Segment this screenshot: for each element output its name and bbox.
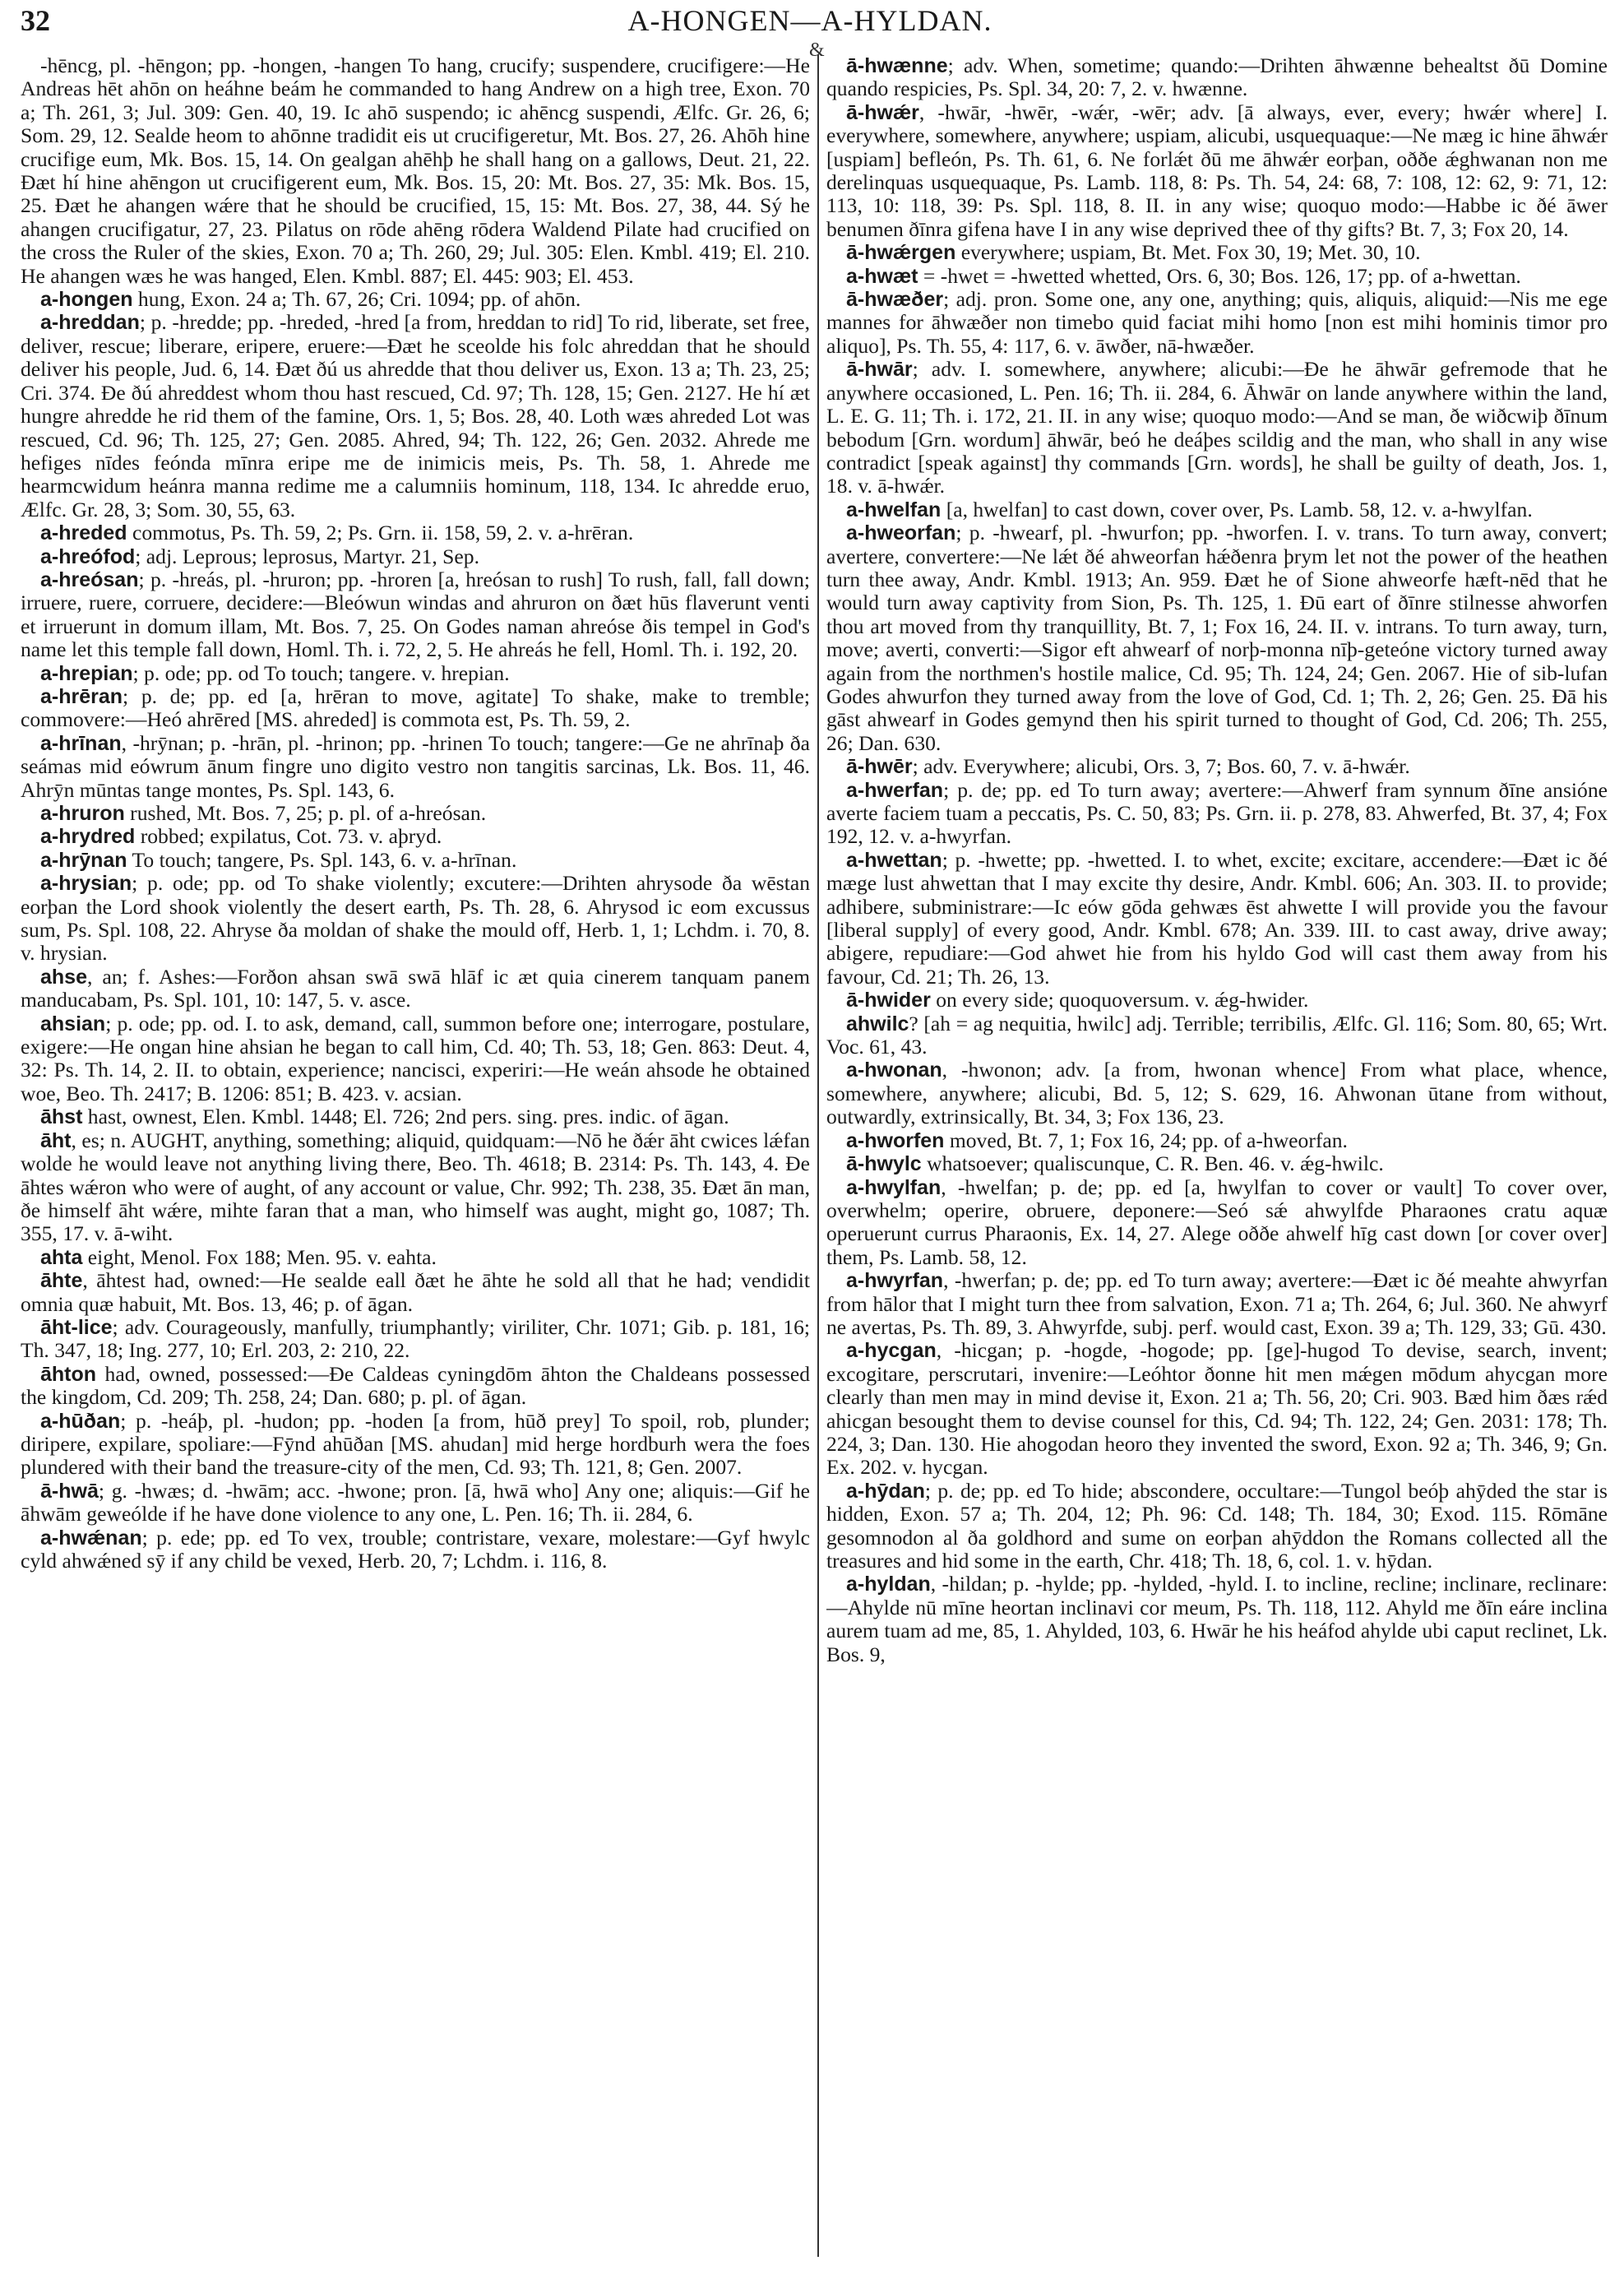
headword: ā-hwǽr: [846, 100, 919, 124]
headword: ā-hwā: [40, 1479, 99, 1503]
entry-text: ; adv. I. somewhere, anywhere; alicubi:—Ðe he āhwār gefremode that he anywhere occasioned, L. Pen. 16; Th. ii. 284, 6. Āhwār on lande anywhere within the land, L. E. G. 11; Th. i. 172, 21. II. in any wise; quoquo modo:—And se man, ðe wiðcwiþ ðīnum bebodum [Grn. wordum] āhwār, beó he deáþes scildig and the man, who shall in any wise contradict [speak against] thy commands [Grn. words], he shall be guilty of death, Jos. 1, 18. v. ā-hwǽr.: [826, 357, 1608, 498]
headword: a-hycgan: [846, 1339, 937, 1363]
headword: ahwilc: [846, 1012, 909, 1035]
dictionary-entry: [21, 1129, 810, 1246]
headword: a-hrydred: [40, 825, 136, 849]
headword: a-hwyrfan: [846, 1269, 944, 1293]
headword: āht-lice: [40, 1315, 113, 1339]
entry-text: To touch; tangere, Ps. Spl. 143, 6. v. a-hrīnan.: [127, 847, 517, 872]
entry-text: ; adv. Courageously, manfully, triumphantly; viriliter, Chr. 1071; Gib. p. 181, 16; Th. 347, 18; Ing. 277, 10; Erl. 203, 2: 210, 22.: [21, 1314, 810, 1363]
dictionary-entry: [826, 989, 1608, 1012]
headword: āhst: [40, 1105, 83, 1129]
headword: ā-hwænne: [846, 54, 948, 77]
entry-text: , -hrȳnan; p. -hrān, pl. -hrinon; pp. -hrinen To touch; tangere:—Ge ne ahrīnaþ ða seámas mid eówrum ānum fingre uno digito vestro non tangitis sarcinas, Lk. Bos. 11, 46. Ahrȳn mūntas tange montes, Ps. Spl. 143, 6.: [21, 730, 810, 802]
entry-text: , -hildan; p. -hylde; pp. -hylded, -hyld. I. to incline, recline; inclinare, reclinare:—Ahylde nū mīne heortan inclinavi cor meum, Ps. Th. 118, 112. Ahyld me ðīn eáre inclina aurem tuam ad me, 85, 1. Ahylded, 103, 6. Hwār he his heáfod ahylde ubi caput reclinet, Lk. Bos. 9,: [826, 1572, 1608, 1666]
entry-text: ? [ah = ag nequitia, hwilc] adj. Terrible; terribilis, Ælfc. Gl. 116; Som. 80, 65; Wrt. Voc. 61, 43.: [826, 1011, 1608, 1059]
entry-text: , āhtest had, owned:—He sealde eall ðæt he āhte he sold all that he had; vendidit omnia quæ habuit, Mt. Bos. 13, 46; p. of āgan.: [21, 1268, 810, 1316]
dictionary-entry: [826, 498, 1608, 521]
dictionary-entry: [21, 1012, 810, 1106]
dictionary-entry: [21, 732, 810, 802]
dictionary-entry: [826, 54, 1608, 101]
dictionary-entry: [826, 288, 1608, 358]
right-column: [826, 54, 1608, 2258]
entry-text: ; p. -hwearf, pl. -hwurfon; pp. -hworfen. I. v. trans. To turn away, convert; avertere, convertere:—Ne lǽt ðé ahweorfan hǽðenra þrym let not the power of the heathen turn thee away, Andr. Kmbl. 1913; An. 959. Ðæt he of Sione ahweorfe hæft-nēd that he would turn away captivity from Sion, Ps. Th. 125, 1. Ðū eart of ðīnre stilnesse ahworfen thou art moved from thy tranquillity, Bt. 7, 1; Fox 16, 24. II. v. intrans. To turn away, turn, move; averti, converti:—Sigor eft ahwearf of norþ-monna nīþ-geteóne victory turned away again from the northmen's hostile malice, Cd. 95; Th. 124, 24; Gen. 2067. Hie of sib-lufan Godes ahwurfon they turned away from the love of God, Cd. 1; Th. 2, 26; Gen. 25. Ðā his gāst ahwearf in Godes gemynd then his spirit turned to thought of God, Cd. 206; Th. 255, 26; Dan. 630.: [826, 521, 1608, 755]
dictionary-entry: [21, 825, 810, 848]
dictionary-entry: [21, 311, 810, 521]
entry-text: , -hwelfan; p. de; pp. ed [a, hwylfan to cover or vault] To cover over, overwhelm; operire, obruere, deponere:—Seó sǽ ahwylfde Pharaones cratu aquæ operuerunt currus Pharaonis, Ex. 14, 27. Alege oððe ahwelf hīg cast down [or cover over] them, Ps. Lamb. 58, 12.: [826, 1174, 1608, 1269]
dictionary-entry: [826, 779, 1608, 849]
dictionary-entry: [21, 662, 810, 685]
dictionary-entry: [826, 521, 1608, 755]
dictionary-entry: [21, 1526, 810, 1573]
ornament-glyph: &: [809, 39, 825, 61]
headword: a-hrēran: [40, 684, 123, 708]
dictionary-entry: [826, 241, 1608, 264]
entry-text: commotus, Ps. Th. 59, 2; Ps. Grn. ii. 158, 59, 2. v. a-hrēran.: [127, 521, 634, 545]
entry-text: moved, Bt. 7, 1; Fox 16, 24; pp. of a-hweorfan.: [944, 1128, 1348, 1152]
dictionary-entry: [21, 545, 810, 568]
entry-text: ; adj. pron. Some one, any one, anything; quis, aliquis, aliquid:—Nis me ege mannes for āhwæðer non timebo quid faciat mihi homo [non est mihi hominis timor pro aliquo], Ps. Th. 55, 4: 117, 6. v. āwðer, nā-hwæðer.: [826, 287, 1608, 358]
headword: a-hrīnan: [40, 731, 122, 755]
entry-text: whatsoever; qualiscunque, C. R. Ben. 46. v. ǽg-hwilc.: [921, 1151, 1384, 1176]
page-header: [21, 3, 1599, 39]
dictionary-entry: [21, 1269, 810, 1316]
headword: ā-hwæðer: [846, 288, 944, 312]
headword: āhton: [40, 1362, 97, 1386]
entry-text: , es; n. AUGHT, anything, something; aliquid, quidquam:—Nō he ðǽr āht cwices lǽfan wolde he would leave not anything living there, Beo. Th. 4618; B. 2314: Ps. Th. 143, 4. Ðe āhtes wǽron who were of aught, of any account or value, Chr. 992; Th. 238, 35. Ðæt ān man, ðe himself āht wǽre, mihte faran that a man, who himself was aught, might go, 1087; Th. 355, 17. v. ā-wiht.: [21, 1128, 810, 1246]
entry-text: = -hwet = -hwetted whetted, Ors. 6, 30; Bos. 126, 17; pp. of a-hwettan.: [918, 263, 1521, 288]
headword: a-hreósan: [40, 568, 139, 591]
dictionary-entry: [826, 101, 1608, 241]
dictionary-entry: [21, 849, 810, 872]
dictionary-entry: [826, 849, 1608, 989]
entry-text: ; adj. Leprous; leprosus, Martyr. 21, Sep.: [135, 544, 479, 568]
entry-text: hung, Exon. 24 a; Th. 67, 26; Cri. 1094; pp. of ahōn.: [132, 287, 581, 312]
headword: ā-hwylc: [846, 1152, 922, 1176]
entry-text: ; adv. Everywhere; alicubi, Ors. 3, 7; Bos. 60, 7. v. ā-hwǽr.: [912, 754, 1410, 779]
headword: ahsian: [40, 1012, 106, 1035]
dictionary-entry: [21, 966, 810, 1012]
entry-text: everywhere; uspiam, Bt. Met. Fox 30, 19; Met. 30, 10.: [955, 240, 1421, 265]
headword: a-hūðan: [40, 1409, 121, 1433]
dictionary-entry: [21, 802, 810, 825]
dictionary-entry: [826, 1059, 1608, 1128]
entry-text: ; p. -hwette; pp. -hwetted. I. to whet, excite; excitare, accendere:—Ðæt ic ðé mæge lust ahwettan that I may excite thy desire, Andr. Kmbl. 606; An. 303. II. to provide; adhibere, subministrare:—Ic eów gōda gehwæs ēst ahwette I will provide you the favour [liberal supply] of every good, Andr. Kmbl. 678; An. 339. III. to cast away, drive away; abigere, repudiare:—God ahwet hie from his hyldo God will cast them away from his favour, Cd. 21; Th. 26, 13.: [826, 847, 1608, 989]
running-head: A-HONGEN—A-HYLDAN.: [627, 4, 992, 37]
dictionary-entry: [21, 288, 810, 311]
entry-text: ; p. de; pp. ed To turn away; avertere:—Ahwerf fram synnum ðīne ansióne averte faciem tuam a peccatis, Ps. C. 50, 83; Ps. Grn. ii. p. 278, 83. Ahwerfed, Bt. 37, 4; Fox 192, 12. v. a-hwyrfan.: [826, 777, 1608, 849]
headword: a-hongen: [40, 288, 133, 312]
headword: a-hruron: [40, 802, 125, 825]
column-divider: [817, 54, 819, 2257]
headword: a-hȳdan: [846, 1479, 925, 1503]
headword: ahse: [40, 965, 87, 989]
dictionary-entry: [21, 1363, 810, 1410]
entry-text: ; p. -heáþ, pl. -hudon; pp. -hoden [a from, hūð prey] To spoil, rob, plunder; diripere, expilare, spoliare:—Fȳnd ahūðan [MS. ahudan] mid herge hordburh wera the foes plundered with their band the treasure-city of the men, Cd. 93; Th. 121, 8; Gen. 2007.: [21, 1408, 810, 1480]
entry-text: , -hicgan; p. -hogde, -hogode; pp. [ge]-hugod To devise, search, invent; excogitare, perscrutari, invenire:—Leóhtor ðonne hit men mǽgen mōdum ahycgan more clearly than men may in mind devise it, Exon. 21 a; Th. 56, 20; Cri. 903. Bæd him ðæs rǽd ahicgan besought them to devise counsel for this, Cd. 94; Th. 122, 24; Gen. 2031: 178; Th. 224, 3; Dan. 130. Hie ahogodan heoro they invented the sword, Exon. 92 a; Th. 346, 9; Gn. Ex. 202. v. hycgan.: [826, 1338, 1608, 1480]
headword: a-hreófod: [40, 544, 136, 568]
dictionary-entry: [826, 1176, 1608, 1270]
entry-text: rushed, Mt. Bos. 7, 25; p. pl. of a-hreósan.: [124, 801, 487, 825]
headword: a-hwylfan: [846, 1175, 942, 1199]
entry-text: ; p. de; pp. ed To hide; abscondere, occultare:—Tungol beóþ ahȳded the star is hidden, Exon. 57 a; Th. 204, 12; Ph. 96: Cd. 148; Th. 184, 30; Exod. 115. Rōmāne gesomnodon al ða goldhord and sume on eorþan ahȳddon the Romans collected all the treasures and hid some in the earth, Chr. 418; Th. 18, 6, col. 1. v. hȳdan.: [826, 1478, 1608, 1573]
headword: a-hwerfan: [846, 778, 944, 802]
headword: āht: [40, 1128, 72, 1152]
headword: a-hwettan: [846, 848, 942, 872]
headword: a-hwǽnan: [40, 1526, 142, 1550]
entry-text: on every side; quoquoversum. v. ǽg-hwider.: [930, 988, 1309, 1012]
dictionary-entry: [21, 54, 810, 288]
entry-text: ; p. -hreás, pl. -hruron; pp. -hroren [a, hreósan to rush] To rush, fall, fall down; irruere, ruere, corruere, decidere:—Bleówun windas and ahruron on ðæt hūs flaverunt venti et irruerunt in domum illam, Mt. Bos. 7, 25. On Godes naman ahreóse ðis tempel in God's name let this temple fall down, Homl. Th. i. 72, 2, 5. He ahreás he fell, Homl. Th. i. 192, 20.: [21, 567, 810, 662]
dictionary-entry: [826, 1573, 1608, 1666]
headword: a-hweorfan: [846, 521, 956, 545]
dictionary-entry: [21, 872, 810, 966]
dictionary-entry: [21, 1316, 810, 1363]
entry-text: had, owned, possessed:—Ðe Caldeas cyningdōm āhton the Chaldeans possessed the kingdom, Cd. 209; Th. 258, 24; Dan. 680; p. pl. of āgan.: [21, 1361, 810, 1410]
entry-text: ; adv. When, sometime; quando:—Drihten āhwænne behealtst ðū Domine quando respicies, Ps. Spl. 34, 20: 7, 2. v. hwænne.: [826, 54, 1608, 101]
entry-text: , -hwār, -hwēr, -wǽr, -wēr; adv. [ā always, ever, every; hwǽr where] I. everywhere, somewhere, anywhere; uspiam, alicubi, usquequaque:—Ne mæg ic hine āhwǽr [uspiam] befleón, Ps. Th. 61, 6. Ne forlǽt ðū me āhwǽr eorþan, oððe ǽghwanan non me derelinquas usquequaque, Ps. Lamb. 118, 8: Ps. Th. 54, 24: 68, 7: 108, 12: 62, 9: 71, 12: 113, 10: 118, 39: Ps. Spl. 118, 8. II. in any wise; quoquo modo:—Habbe ic ðé āwer benumen ðīnra gifena have I in any wise deprived thee of thy gifts? Bt. 7, 3; Fox 20, 14.: [826, 100, 1608, 241]
dictionary-entry: [826, 1339, 1608, 1479]
dictionary-entry: [21, 521, 810, 544]
dictionary-entry: [21, 1480, 810, 1526]
entry-text: [a, hwelfan] to cast down, cover over, Ps. Lamb. 58, 12. v. a-hwylfan.: [941, 497, 1533, 521]
headword: a-hrȳnan: [40, 848, 127, 872]
dictionary-entry: [21, 685, 810, 732]
headword: ā-hwār: [846, 358, 913, 382]
dictionary-entry: [826, 265, 1608, 288]
entry-text: , -hwerfan; p. de; pp. ed To turn away; avertere:—Ðæt ic ðé meahte ahwyrfan from hālor that I might turn thee from salvation, Exon. 71 a; Th. 264, 6; Jul. 360. Ne ahwyrf ne avertas, Ps. Th. 89, 3. Ahwyrfde, subj. perf. would cast, Exon. 39 a; Th. 129, 33; Gū. 430.: [826, 1268, 1608, 1339]
page-number: 32: [21, 4, 50, 37]
dictionary-entry: [21, 1105, 810, 1128]
dictionary-entry: [21, 568, 810, 662]
headword: a-hworfen: [846, 1128, 945, 1152]
dictionary-entry: [826, 358, 1608, 498]
entry-text: , an; f. Ashes:—Forðon ahsan swā swā hlāf ic æt quia cinerem tanquam panem manducabam, Ps. Spl. 101, 10: 147, 5. v. asce.: [21, 964, 810, 1012]
left-column: [21, 54, 810, 2258]
headword: a-hwonan: [846, 1059, 942, 1082]
headword: a-hyldan: [846, 1573, 931, 1596]
dictionary-entry: [826, 1152, 1608, 1175]
headword: ā-hwēr: [846, 755, 913, 779]
dictionary-entry: [826, 1129, 1608, 1152]
headword: ā-hwider: [846, 989, 931, 1012]
entry-text: ; p. ode; pp. od. I. to ask, demand, call, summon before one; interrogare, postulare, exigere:—He ongan hine ahsian he began to call him, Cd. 40; Th. 53, 18; Gen. 863: Deut. 4, 32: Ps. Th. 14, 2. II. to obtain, experience; nancisci, experiri:—He weán ahsode he obtained woe, Beo. Th. 2417; B. 1206: 851; B. 423. v. acsian.: [21, 1011, 810, 1105]
headword: a-hwæt: [846, 264, 918, 288]
dictionary-entry: [21, 1246, 810, 1269]
headword: a-hwelfan: [846, 498, 942, 521]
entry-text: , -hwonon; adv. [a from, hwonan whence] From what place, whence, somewhere, anywhere; alicubi, Bd. 5, 12; S. 629, 16. Ahwonan ūtane from without, outwardly, extrinsically, Bt. 34, 3; Fox 136, 23.: [826, 1058, 1608, 1129]
entry-text: ; p. ede; pp. ed To vex, trouble; contristare, vexare, molestare:—Gyf hwylc cyld ahwǽned sȳ if any child be vexed, Herb. 20, 7; Lchdm. i. 116, 8.: [21, 1525, 810, 1573]
entry-text: ; g. -hwæs; d. -hwām; acc. -hwone; pron. [ā, hwā who] Any one; aliquis:—Gif he āhwām geweólde if he have done violence to any one, L. Pen. 16; Th. ii. 284, 6.: [21, 1478, 810, 1526]
dictionary-entry: [21, 1410, 810, 1480]
entry-text: robbed; expilatus, Cot. 73. v. aþryd.: [135, 824, 442, 849]
headword: a-hrepian: [40, 661, 133, 685]
headword: a-hrysian: [40, 872, 132, 896]
headword: ahta: [40, 1245, 83, 1269]
entry-text: ; p. ode; pp. od To touch; tangere. v. hrepian.: [132, 660, 510, 685]
entry-text: -hēncg, pl. -hēngon; pp. -hongen, -hangen To hang, crucify; suspendere, crucifigere:—He Andreas hēt ahōn on heáhne beám he commanded to hang Andrew on a high tree, Exon. 70 a; Th. 261, 3; Jul. 309: Gen. 40, 19. Ic ahō suspendo; ic ahēncg suspendi, Ælfc. Gr. 26, 6; Som. 29, 12. Sealde heom to ahōnne tradidit eis ut crucifigeretur, Mt. Bos. 27, 26. Ahōh hine crucifige eum, Mk. Bos. 15, 14. On gealgan ahēhþ he shall hang on a gallows, Deut. 21, 22. Ðæt hí hine ahēngon ut crucifigerent eum, Mk. Bos. 15, 20: Mt. Bos. 27, 35: Mk. Bos. 15, 25. Ðæt he ahangen wǽre that he should be crucified, 15, 15: Mt. Bos. 27, 38, 44. Sý he ahangen crucifigatur, 27, 23. Pilatus on rōde ahēng rōdera Waldend Pilate had crucified on the cross the Ruler of the skies, Exon. 70 a; Th. 260, 29; Jul. 305: Elen. Kmbl. 419; El. 210. He ahangen wæs he was hanged, Elen. Kmbl. 887; El. 445: 903; El. 453.: [21, 54, 810, 288]
entry-text: hast, ownest, Elen. Kmbl. 1448; El. 726; 2nd pers. sing. pres. indic. of āgan.: [82, 1105, 729, 1129]
entry-text: eight, Menol. Fox 188; Men. 95. v. eahta.: [82, 1244, 437, 1269]
entry-text: ; p. ode; pp. od To shake violently; excutere:—Drihten ahrysode ða wēstan eorþan the Lord shook violently the desert earth, Ps. Th. 28, 6. Ahrysod ic eom excussus sum, Ps. Spl. 108, 22. Ahryse ða moldan of shake the mould off, Herb. 1, 1; Lchdm. i. 70, 8. v. hrysian.: [21, 871, 810, 966]
dictionary-entry: [826, 1480, 1608, 1573]
dictionary-entry: [826, 1269, 1608, 1339]
dictionary-entry: [826, 755, 1608, 778]
headword: a-hreddan: [40, 311, 140, 335]
headword: ā-hwǽrgen: [846, 241, 956, 265]
headword: a-hreded: [40, 521, 127, 545]
entry-text: ; p. -hredde; pp. -hreded, -hred [a from, hreddan to rid] To rid, liberate, set free, deliver, rescue; liberare, eripere, eruere:—Ðæt he sceolde his folc ahreddan that he should deliver his people, Jud. 6, 14. Ðæt ðú us ahredde that thou deliver us, Exon. 13 a; Th. 23, 25; Cri. 374. Ðe ðú ahreddest whom thou hast rescued, Cd. 97; Th. 128, 15; Gen. 2127. He hí æt hungre ahredde he rid them of the famine, Ors. 1, 5; Bos. 28, 40. Loth wæs ahreded Lot was rescued, Cd. 96; Th. 125, 27; Gen. 2085. Ahred, 94; Th. 122, 26; Gen. 2032. Ahrede me hefiges nīdes feónda mīnra eripe me de inimicis meis, Ps. Th. 58, 1. Ahrede me hearmcwidum heánra manna redime me a calumniis hominum, 118, 134. Ic ahredde eruo, Ælfc. Gr. 28, 3; Som. 30, 55, 63.: [21, 310, 810, 521]
headword: āhte: [40, 1269, 83, 1293]
dictionary-entry: [826, 1012, 1608, 1059]
entry-text: ; p. de; pp. ed [a, hrēran to move, agitate] To shake, make to tremble; commovere:—Heó ahrēred [MS. ahreded] is commota est, Ps. Th. 59, 2.: [21, 683, 810, 732]
